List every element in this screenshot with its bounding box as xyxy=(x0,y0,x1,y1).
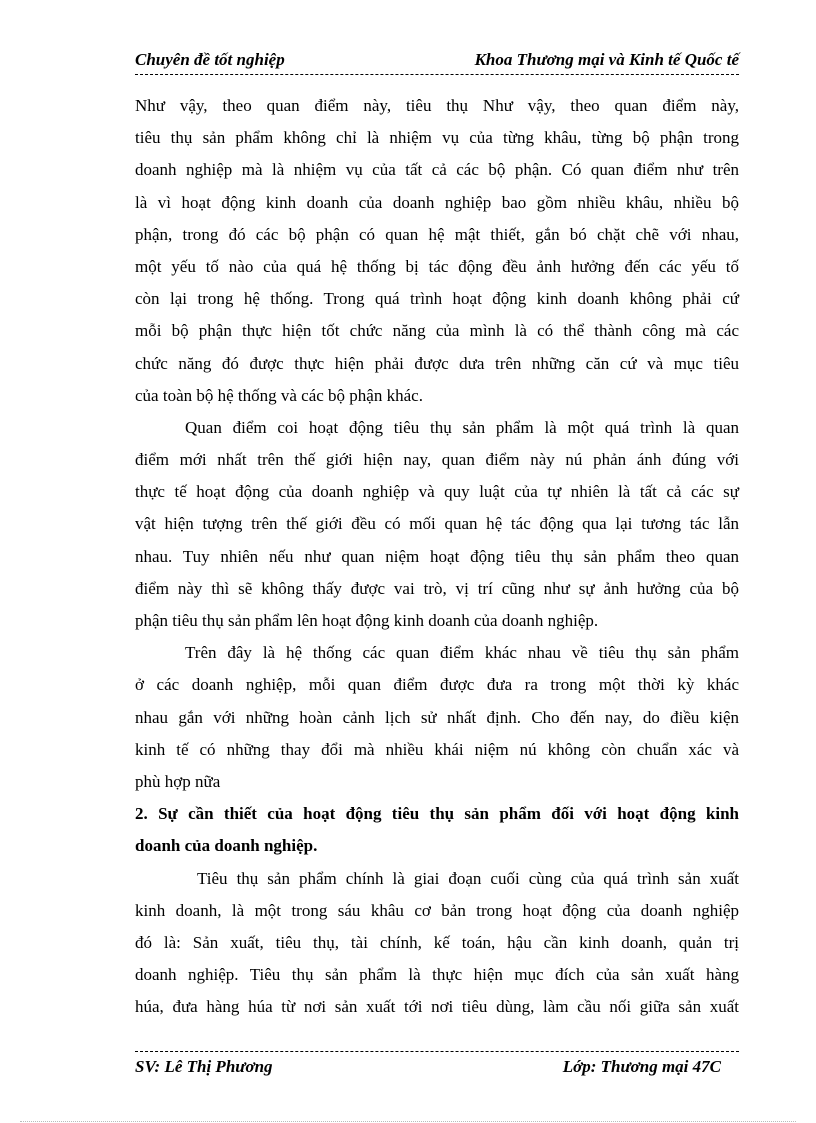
paragraph-1 xyxy=(135,90,739,412)
heading-line: doanh của doanh nghiệp. xyxy=(135,836,318,856)
text-line: ở các doanh nghiệp, mỗi quan điểm được đưa ra trong một thời kỳ khác xyxy=(135,675,739,695)
text-line: nhau. Tuy nhiên nếu như quan niệm hoạt động tiêu thụ sản phẩm theo quan xyxy=(135,546,739,566)
text-line: mỗi bộ phận thực hiện tốt chức năng của mình là có thể thành công mà các xyxy=(135,321,739,341)
text-line: kinh doanh, là một trong sáu khâu cơ bản trong hoạt động của doanh nghiệp xyxy=(135,900,739,920)
text-line: chức năng đó được thực hiện phải được dưa trên những căn cứ và mục tiêu xyxy=(135,353,739,373)
page-footer xyxy=(135,1051,739,1078)
section-heading xyxy=(135,798,739,862)
text-line: một yếu tố nào của quá hệ thống bị tác động đều ảnh hưởng đến các yếu tố xyxy=(135,256,739,276)
text-line: doanh nghiệp mà là nhiệm vụ của tất cả các bộ phận. Có quan điểm như trên xyxy=(135,160,739,180)
text-line: còn lại trong hệ thống. Trong quá trình hoạt động kinh doanh không phải cứ xyxy=(135,289,739,309)
header-right-title: Khoa Thương mại và Kinh tế Quốc tế xyxy=(474,50,739,69)
text-line: là vì hoạt động kinh doanh của doanh nghiệp bao gồm nhiều khâu, nhiều bộ xyxy=(135,192,739,212)
paragraph-2 xyxy=(135,412,739,637)
text-line: kinh tế có những thay đổi mà nhiều khái niệm nú không còn chuẩn xác và xyxy=(135,739,739,759)
text-line: phù hợp nữa xyxy=(135,771,221,791)
text-line: đó là: Sản xuất, tiêu thụ, tài chính, kế toán, hậu cần kinh doanh, quản trị xyxy=(135,932,739,952)
footer-student-name: SV: Lê Thị Phương xyxy=(135,1057,273,1076)
text-line: doanh nghiệp. Tiêu thụ sản phẩm là thực hiện mục đích của sản xuất hàng xyxy=(135,965,739,985)
text-line: húa, đưa hàng húa từ nơi sản xuất tới nơi tiêu dùng, làm cầu nối giữa sản xuất xyxy=(135,997,739,1017)
paragraph-3 xyxy=(135,637,739,798)
page-header xyxy=(135,48,739,75)
text-line: phận tiêu thụ sản phẩm lên hoạt động kinh doanh của doanh nghiệp. xyxy=(135,611,599,630)
text-line: Tiêu thụ sản phẩm chính là giai đoạn cuối cùng của quá trình sản xuất xyxy=(197,868,739,888)
text-line: phận, trong đó các bộ phận có quan hệ mật thiết, gắn bó chặt chẽ với nhau, xyxy=(135,224,739,244)
text-line: Trên đây là hệ thống các quan điểm khác nhau về tiêu thụ sản phẩm xyxy=(185,643,739,663)
document-body xyxy=(135,90,739,1023)
text-line: Quan điểm coi hoạt động tiêu thụ sản phẩm là một quá trình là quan xyxy=(185,417,739,437)
text-line: Như vậy, theo quan điểm này, tiêu thụ Như vậy, theo quan điểm này, xyxy=(135,96,739,115)
heading-line: 2. Sự cần thiết của hoạt động tiêu thụ sản phẩm đối với hoạt động kinh xyxy=(135,804,739,824)
footer-class-name: Lớp: Thương mại 47C xyxy=(562,1057,721,1076)
text-line: điểm này thì sẽ không thấy được vai trò, vị trí cũng như sự ảnh hưởng của bộ xyxy=(135,578,739,598)
header-left-title: Chuyên đề tốt nghiệp xyxy=(135,50,285,69)
text-line: thực tế hoạt động của doanh nghiệp và quy luật của tự nhiên là tất cả các sự xyxy=(135,482,739,502)
text-line: của toàn bộ hệ thống và các bộ phận khác. xyxy=(135,385,423,405)
text-line: tiêu thụ sản phẩm không chỉ là nhiệm vụ của từng khâu, từng bộ phận trong xyxy=(135,128,739,148)
text-line: điểm mới nhất trên thế giới hiện nay, quan điểm này nú phản ánh đúng với xyxy=(135,450,739,470)
paragraph-4 xyxy=(135,863,739,1024)
text-line: vật hiện tượng trên thế giới đều có mối quan hệ tác động qua lại tương tác lẫn xyxy=(135,514,739,534)
text-line: nhau gắn với những hoàn cảnh lịch sử nhất định. Cho đến nay, do điều kiện xyxy=(135,707,739,727)
page-bottom-divider xyxy=(20,1121,796,1122)
